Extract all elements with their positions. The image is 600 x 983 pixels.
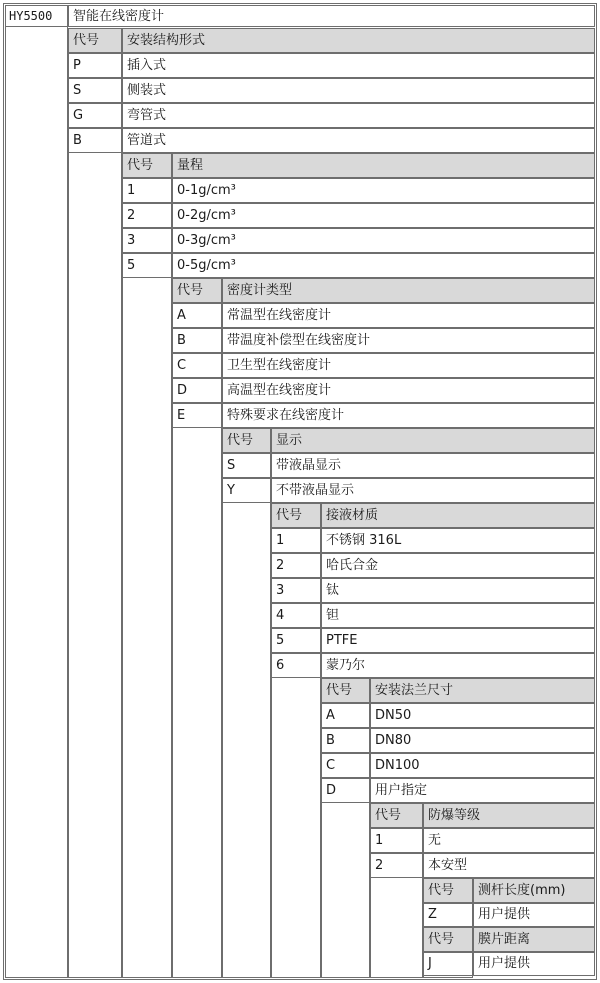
section-header-code: 代号	[423, 927, 473, 952]
option-code: C	[321, 753, 370, 778]
section-header-title: 量程	[172, 153, 595, 178]
section-spacer-column	[68, 153, 122, 978]
option-label: 卫生型在线密度计	[222, 353, 595, 378]
option-label: 钽	[321, 603, 595, 628]
option-code: S	[222, 453, 271, 478]
section-spacer-column	[122, 278, 172, 978]
option-code: B	[172, 328, 222, 353]
section-header-title: 密度计类型	[222, 278, 595, 303]
option-code: D	[172, 378, 222, 403]
option-label: PTFE	[321, 628, 595, 653]
option-label: 0-2g/cm³	[172, 203, 595, 228]
model-code-column	[5, 27, 68, 978]
option-code: A	[321, 703, 370, 728]
option-label: 高温型在线密度计	[222, 378, 595, 403]
option-label: 0-5g/cm³	[172, 253, 595, 278]
section-header-title: 安装法兰尺寸	[370, 678, 595, 703]
option-label: 特殊要求在线密度计	[222, 403, 595, 428]
option-code: 1	[370, 828, 423, 853]
option-label: 弯管式	[122, 103, 595, 128]
section-header-code: 代号	[370, 803, 423, 828]
option-label: 用户指定	[370, 778, 595, 803]
option-label: 0-3g/cm³	[172, 228, 595, 253]
option-label: 不锈钢 316L	[321, 528, 595, 553]
option-code: S	[68, 78, 122, 103]
section-header-code: 代号	[172, 278, 222, 303]
option-label: 哈氏合金	[321, 553, 595, 578]
option-code: P	[68, 53, 122, 78]
section-header-code: 代号	[222, 428, 271, 453]
option-code: 1	[122, 178, 172, 203]
option-code: G	[68, 103, 122, 128]
option-code: B	[68, 128, 122, 153]
option-label: 无	[423, 828, 595, 853]
option-code: C	[172, 353, 222, 378]
option-code: B	[321, 728, 370, 753]
section-spacer-column	[271, 678, 321, 978]
section-header-title: 膜片距离	[473, 927, 595, 952]
section-header-code: 代号	[122, 153, 172, 178]
section-spacer-column	[321, 803, 370, 978]
option-label: 常温型在线密度计	[222, 303, 595, 328]
option-code: 3	[122, 228, 172, 253]
option-label: 管道式	[122, 128, 595, 153]
option-code: 5	[271, 628, 321, 653]
option-label: 蒙乃尔	[321, 653, 595, 678]
option-label: DN50	[370, 703, 595, 728]
option-code: Y	[222, 478, 271, 503]
option-label: 本安型	[423, 853, 595, 878]
option-label: 带温度补偿型在线密度计	[222, 328, 595, 353]
option-label: DN80	[370, 728, 595, 753]
section-header-title: 测杆长度(mm)	[473, 878, 595, 903]
option-code: 2	[370, 853, 423, 878]
option-code: 2	[271, 553, 321, 578]
section-header-title: 接液材质	[321, 503, 595, 528]
section-spacer-column	[172, 428, 222, 978]
model-code-cell: HY5500	[5, 5, 68, 27]
section-header-code: 代号	[423, 878, 473, 903]
option-label: 插入式	[122, 53, 595, 78]
option-label: 用户提供	[473, 903, 595, 928]
option-label: 侧装式	[122, 78, 595, 103]
option-code: Z	[423, 903, 473, 928]
section-header-code: 代号	[68, 28, 122, 53]
section-header-title: 防爆等级	[423, 803, 595, 828]
option-label: 0-1g/cm³	[172, 178, 595, 203]
option-code: A	[172, 303, 222, 328]
option-code: D	[321, 778, 370, 803]
option-code: J	[423, 952, 473, 977]
option-label: 带液晶显示	[271, 453, 595, 478]
option-label: 用户提供	[473, 952, 595, 977]
option-code: 5	[122, 253, 172, 278]
option-label: DN100	[370, 753, 595, 778]
section-header-code: 代号	[321, 678, 370, 703]
option-code: 6	[271, 653, 321, 678]
option-code: 3	[271, 578, 321, 603]
option-code: 4	[271, 603, 321, 628]
option-code: 1	[271, 528, 321, 553]
section-header-code: 代号	[271, 503, 321, 528]
section-spacer-column	[370, 878, 423, 978]
option-code: 2	[122, 203, 172, 228]
section-spacer-column	[222, 503, 271, 978]
section-header-title: 显示	[271, 428, 595, 453]
option-label: 不带液晶显示	[271, 478, 595, 503]
option-code: E	[172, 403, 222, 428]
product-name-cell: 智能在线密度计	[68, 5, 595, 27]
section-header-title: 安装结构形式	[122, 28, 595, 53]
option-label: 钛	[321, 578, 595, 603]
